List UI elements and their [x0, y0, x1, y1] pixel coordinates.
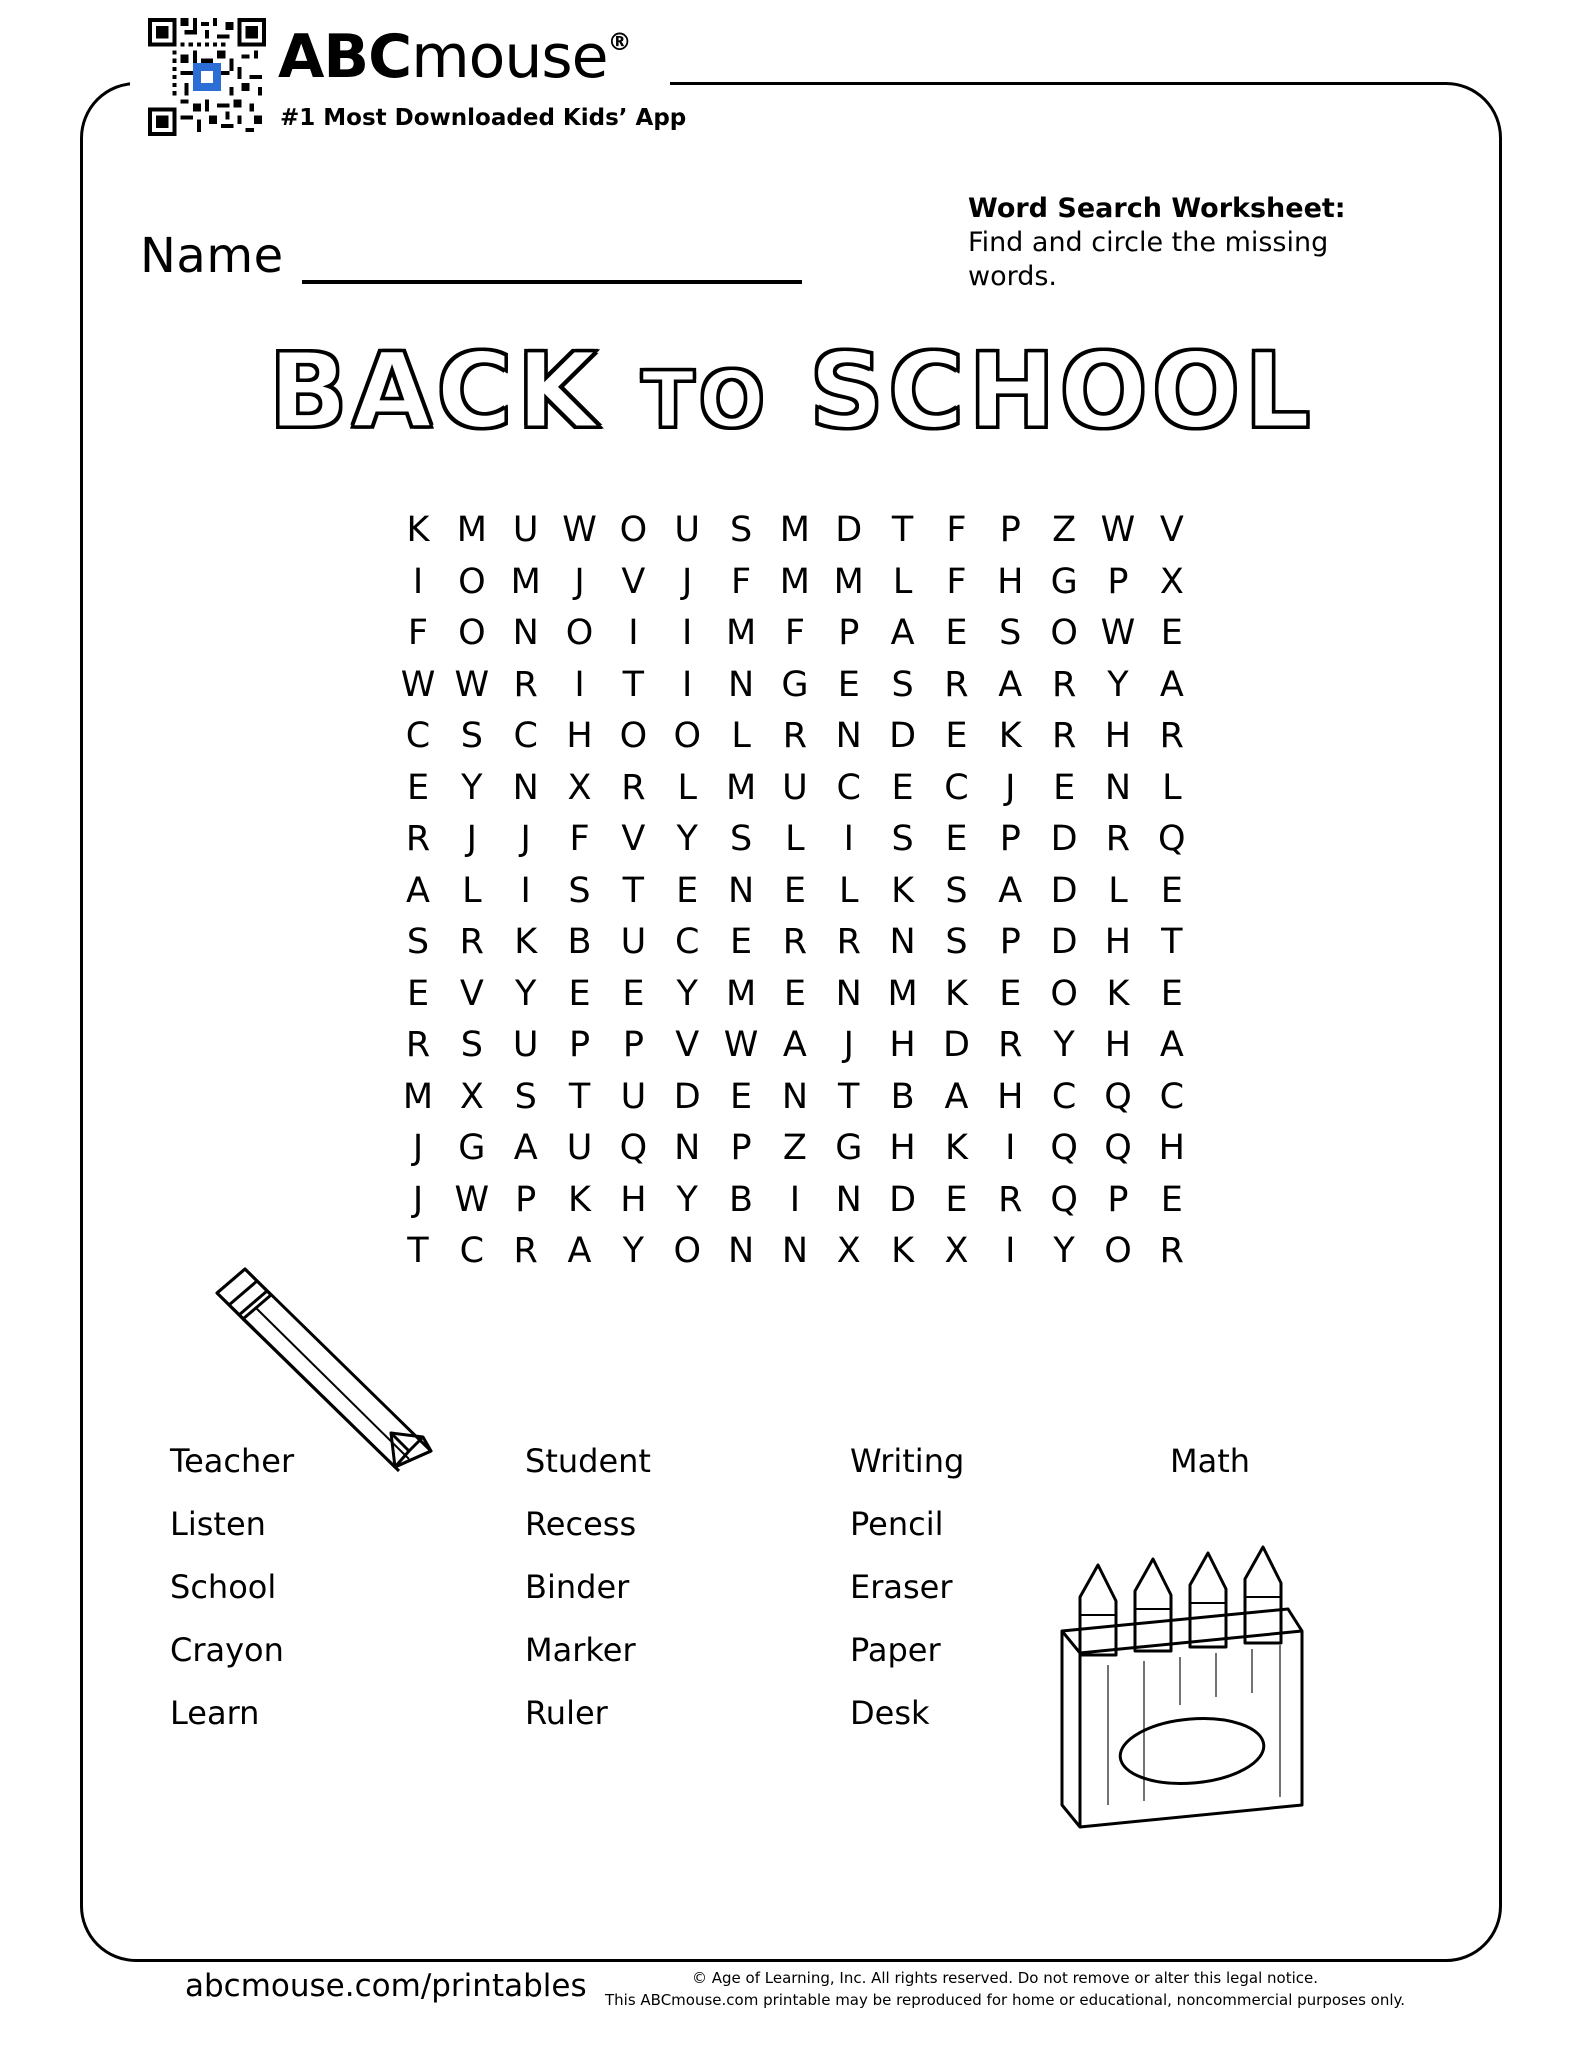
name-label: Name	[140, 228, 284, 284]
name-field[interactable]	[140, 228, 802, 284]
grid-row	[395, 1123, 1195, 1175]
grid-cell: Y	[1053, 1231, 1075, 1272]
grid-cell: O	[458, 613, 486, 654]
grid-cell: Y	[461, 767, 483, 808]
grid-cell: O	[458, 561, 486, 602]
grid-cell: B	[890, 1076, 915, 1117]
grid-cell: E	[1053, 767, 1076, 808]
footer-legal-line-2: This ABCmouse.com printable may be reproduced for home or educational, noncommercial purposes only.	[604, 1990, 1406, 2009]
grid-row	[395, 1175, 1195, 1227]
grid-cell: Q	[619, 1128, 648, 1169]
grid-cell: S	[729, 819, 753, 860]
grid-cell: R	[944, 664, 969, 705]
grid-cell: R	[998, 1179, 1023, 1220]
grid-cell: M	[510, 561, 541, 602]
grid-cell: E	[1160, 870, 1183, 911]
grid-cell: Z	[1052, 510, 1077, 551]
grid-cell: Z	[782, 1128, 807, 1169]
grid-row	[395, 814, 1195, 866]
grid-cell: W	[1100, 613, 1136, 654]
grid-row	[395, 1072, 1195, 1124]
grid-cell: N	[835, 973, 862, 1014]
grid-cell: X	[944, 1231, 969, 1272]
word-list-item[interactable]: Binder	[525, 1568, 630, 1606]
grid-cell: R	[998, 1025, 1023, 1066]
grid-cell: F	[946, 561, 967, 602]
grid-cell: N	[889, 922, 916, 963]
grid-cell: Y	[676, 819, 698, 860]
grid-cell: E	[837, 664, 860, 705]
grid-cell: E	[945, 819, 968, 860]
grid-cell: W	[454, 1179, 490, 1220]
grid-cell: I	[1005, 1128, 1016, 1169]
grid-cell: V	[675, 1025, 700, 1066]
grid-cell: Y	[514, 973, 537, 1014]
footer-legal	[595, 1968, 1415, 2012]
grid-cell: R	[1159, 716, 1184, 757]
grid-row	[395, 557, 1195, 609]
grid-cell: J	[466, 819, 477, 860]
grid-cell: F	[730, 561, 752, 602]
grid-cell: P	[999, 510, 1021, 551]
grid-cell: P	[999, 922, 1021, 963]
grid-cell: Y	[1053, 1025, 1075, 1066]
grid-cell: T	[891, 510, 914, 551]
grid-cell: M	[725, 973, 757, 1014]
word-list-item[interactable]: Recess	[525, 1505, 637, 1543]
grid-cell: A	[1159, 1025, 1184, 1066]
grid-cell: J	[412, 1128, 424, 1169]
grid-cell: U	[512, 1025, 539, 1066]
grid-cell: S	[945, 922, 968, 963]
grid-cell: D	[889, 716, 917, 757]
grid-cell: A	[567, 1231, 592, 1272]
grid-cell: T	[1161, 922, 1183, 963]
logo-tagline: #1 Most Downloaded Kids’ App	[280, 105, 687, 131]
grid-cell: N	[512, 767, 539, 808]
grid-cell: F	[407, 613, 429, 654]
grid-cell: M	[779, 561, 810, 602]
grid-cell: O	[1050, 973, 1078, 1014]
qr-code-icon[interactable]	[148, 18, 266, 136]
grid-cell: W	[1100, 510, 1136, 551]
grid-cell: I	[412, 561, 424, 602]
word-list-column	[525, 1430, 651, 1745]
grid-cell: K	[891, 870, 915, 911]
grid-cell: X	[567, 767, 592, 808]
grid-cell: E	[676, 870, 699, 911]
grid-cell: O	[619, 510, 648, 551]
grid-cell: K	[406, 510, 430, 551]
grid-cell: E	[1160, 973, 1183, 1014]
word-list-column	[1170, 1430, 1250, 1493]
grid-cell: S	[514, 1076, 537, 1117]
word-list-item[interactable]: Eraser	[850, 1568, 953, 1606]
abcmouse-logo	[278, 22, 631, 92]
grid-cell: E	[622, 973, 645, 1014]
grid-cell: O	[673, 1231, 701, 1272]
grid-cell: M	[725, 767, 757, 808]
grid-cell: K	[568, 1179, 591, 1220]
grid-cell: W	[562, 510, 597, 551]
grid-cell: B	[729, 1179, 754, 1220]
grid-cell: S	[891, 819, 914, 860]
grid-cell: P	[730, 1128, 752, 1169]
grid-cell: R	[513, 1231, 538, 1272]
grid-cell: S	[999, 613, 1022, 654]
grid-cell: A	[998, 664, 1023, 705]
grid-cell: O	[673, 716, 701, 757]
grid-cell: K	[998, 716, 1022, 757]
grid-cell: R	[405, 1025, 431, 1066]
grid-cell: Y	[676, 1179, 698, 1220]
grid-cell: H	[620, 1179, 647, 1220]
grid-cell: E	[945, 1179, 968, 1220]
title-part-1: BACK	[268, 330, 642, 452]
grid-cell: A	[1159, 664, 1184, 705]
header	[0, 0, 1583, 150]
grid-cell: H	[997, 561, 1024, 602]
logo-mouse: mouse	[411, 22, 608, 92]
grid-cell: Q	[1158, 819, 1186, 860]
grid-cell: A	[406, 870, 430, 911]
grid-cell: A	[513, 1128, 538, 1169]
word-list-item[interactable]: School	[170, 1568, 277, 1606]
grid-cell: M	[833, 561, 864, 602]
grid-cell: C	[405, 716, 431, 757]
grid-cell: J	[1005, 767, 1016, 808]
grid-cell: U	[620, 922, 647, 963]
grid-cell: N	[512, 613, 539, 654]
grid-cell: F	[784, 613, 805, 654]
grid-cell: L	[785, 819, 805, 860]
grid-cell: E	[406, 767, 430, 808]
grid-cell: D	[1050, 819, 1078, 860]
grid-cell: M	[402, 1076, 434, 1117]
grid-cell: R	[1159, 1231, 1184, 1272]
grid-cell: S	[729, 510, 753, 551]
grid-cell: I	[682, 613, 693, 654]
grid-cell: L	[839, 870, 859, 911]
grid-cell: C	[459, 1231, 485, 1272]
grid-cell: R	[621, 767, 646, 808]
grid-cell: D	[673, 1076, 701, 1117]
grid-cell: G	[458, 1128, 486, 1169]
grid-cell: M	[725, 613, 757, 654]
grid-cell: O	[565, 613, 594, 654]
grid-cell: R	[459, 922, 484, 963]
grid-cell: P	[622, 1025, 644, 1066]
grid-cell: N	[835, 716, 862, 757]
grid-cell: C	[674, 922, 700, 963]
grid-cell: D	[835, 510, 863, 551]
grid-cell: K	[944, 973, 968, 1014]
grid-cell: S	[945, 870, 968, 911]
grid-cell: O	[619, 716, 648, 757]
grid-cell: L	[1108, 870, 1128, 911]
grid-cell: G	[781, 664, 809, 705]
worksheet-title	[0, 330, 1583, 452]
grid-cell: D	[1050, 922, 1078, 963]
word-list-item[interactable]: Pencil	[850, 1505, 944, 1543]
grid-cell: D	[889, 1179, 917, 1220]
word-list-item[interactable]: Student	[525, 1442, 651, 1480]
grid-cell: I	[789, 1179, 801, 1220]
grid-cell: X	[1159, 561, 1184, 602]
word-list-column	[170, 1430, 294, 1745]
word-list-item[interactable]: Paper	[850, 1631, 941, 1669]
grid-cell: R	[1051, 664, 1077, 705]
grid-cell: B	[567, 922, 592, 963]
grid-cell: J	[412, 1179, 424, 1220]
word-list-item[interactable]: Teacher	[170, 1442, 295, 1480]
word-list-item[interactable]: Learn	[170, 1694, 260, 1732]
grid-cell: N	[727, 664, 755, 705]
grid-cell: M	[887, 973, 918, 1014]
grid-cell: S	[460, 716, 483, 757]
grid-cell: L	[677, 767, 697, 808]
title-part-3: SCHOOL	[768, 330, 1315, 452]
grid-cell: I	[1005, 1231, 1016, 1272]
grid-cell: S	[891, 664, 914, 705]
grid-cell: D	[1050, 870, 1078, 911]
grid-cell: S	[568, 870, 591, 911]
grid-cell: Q	[1050, 1179, 1078, 1220]
grid-cell: Y	[676, 973, 698, 1014]
grid-cell: J	[520, 819, 531, 860]
grid-cell: C	[1051, 1076, 1077, 1117]
grid-cell: V	[621, 561, 646, 602]
grid-cell: X	[459, 1076, 484, 1117]
grid-row	[395, 917, 1195, 969]
grid-cell: I	[520, 870, 531, 911]
grid-cell: R	[1105, 819, 1131, 860]
grid-cell: G	[835, 1128, 863, 1169]
grid-cell: S	[406, 922, 430, 963]
grid-cell: N	[835, 1179, 862, 1220]
grid-row	[395, 969, 1195, 1021]
grid-cell: I	[682, 664, 693, 705]
grid-cell: N	[727, 870, 755, 911]
grid-cell: J	[574, 561, 585, 602]
word-list-column	[850, 1430, 964, 1745]
grid-cell: P	[568, 1025, 591, 1066]
grid-cell: I	[843, 819, 854, 860]
grid-cell: J	[682, 561, 693, 602]
instructions	[968, 192, 1418, 293]
word-list-item[interactable]: Math	[1170, 1442, 1251, 1480]
grid-cell: C	[836, 767, 861, 808]
footer-legal-line-1: © Age of Learning, Inc. All rights reserved. Do not remove or alter this legal notice.	[691, 1969, 1318, 1987]
grid-cell: P	[515, 1179, 537, 1220]
grid-cell: K	[514, 922, 538, 963]
grid-row	[395, 505, 1195, 557]
grid-cell: T	[407, 1231, 429, 1272]
grid-row	[395, 866, 1195, 918]
grid-cell: E	[945, 613, 968, 654]
grid-cell: Q	[1104, 1128, 1132, 1169]
grid-cell: P	[838, 613, 860, 654]
grid-cell: P	[999, 819, 1021, 860]
grid-cell: R	[782, 716, 808, 757]
grid-cell: C	[1159, 1076, 1185, 1117]
grid-cell: A	[944, 1076, 969, 1117]
grid-cell: U	[620, 1076, 647, 1117]
grid-cell: L	[892, 561, 913, 602]
grid-cell: L	[462, 870, 482, 911]
grid-cell: E	[945, 716, 968, 757]
grid-cell: E	[783, 973, 806, 1014]
grid-row	[395, 711, 1195, 763]
grid-cell: R	[836, 922, 861, 963]
grid-cell: T	[622, 870, 645, 911]
grid-cell: F	[569, 819, 590, 860]
grid-cell: L	[1162, 767, 1182, 808]
logo-registered: ®	[607, 28, 631, 56]
grid-cell: U	[512, 510, 539, 551]
grid-cell: T	[622, 664, 645, 705]
grid-cell: O	[1104, 1231, 1132, 1272]
grid-cell: A	[890, 613, 915, 654]
word-list-item[interactable]: Desk	[850, 1694, 930, 1732]
grid-cell: Y	[622, 1231, 645, 1272]
grid-cell: U	[674, 510, 701, 551]
grid-cell: E	[783, 870, 806, 911]
grid-cell: T	[568, 1076, 591, 1117]
grid-cell: E	[406, 973, 430, 1014]
grid-cell: T	[838, 1076, 860, 1117]
grid-cell: I	[628, 613, 639, 654]
grid-cell: G	[1050, 561, 1078, 602]
word-list-item[interactable]: Writing	[850, 1442, 965, 1480]
grid-cell: E	[1160, 613, 1183, 654]
grid-cell: R	[782, 922, 808, 963]
grid-cell: Q	[1104, 1076, 1132, 1117]
grid-cell: F	[946, 510, 967, 551]
grid-cell: H	[1104, 922, 1132, 963]
word-list-item[interactable]: Ruler	[525, 1694, 608, 1732]
grid-cell: V	[621, 819, 646, 860]
grid-cell: E	[568, 973, 591, 1014]
grid-cell: K	[1106, 973, 1130, 1014]
instructions-title: Word Search Worksheet:	[968, 193, 1346, 224]
worksheet-title-text	[269, 330, 1315, 452]
grid-cell: Q	[1050, 1128, 1078, 1169]
word-list-item[interactable]: Crayon	[170, 1631, 284, 1669]
grid-cell: N	[727, 1231, 755, 1272]
title-part-2: TO	[641, 356, 769, 446]
grid-cell: J	[843, 1025, 854, 1066]
grid-cell: E	[1160, 1179, 1183, 1220]
grid-cell: R	[513, 664, 538, 705]
grid-cell: D	[942, 1025, 970, 1066]
grid-cell: X	[836, 1231, 861, 1272]
grid-cell: H	[889, 1128, 916, 1169]
grid-cell: E	[730, 922, 753, 963]
grid-cell: O	[1050, 613, 1078, 654]
grid-row	[395, 1020, 1195, 1072]
grid-cell: C	[513, 716, 538, 757]
grid-cell: H	[566, 716, 593, 757]
grid-cell: M	[779, 510, 810, 551]
grid-cell: H	[997, 1076, 1024, 1117]
grid-cell: N	[781, 1231, 808, 1272]
footer-url[interactable]: abcmouse.com/printables	[185, 1968, 587, 2004]
crayon-box-illustration	[1040, 1505, 1360, 1855]
grid-cell: W	[400, 664, 436, 705]
grid-row	[395, 660, 1195, 712]
grid-cell: W	[723, 1025, 759, 1066]
grid-cell: A	[998, 870, 1023, 911]
grid-cell: I	[574, 664, 585, 705]
grid-cell: E	[999, 973, 1022, 1014]
grid-cell: M	[456, 510, 487, 551]
name-input-line[interactable]	[302, 234, 802, 284]
grid-cell: N	[781, 1076, 808, 1117]
grid-cell: L	[731, 716, 751, 757]
grid-cell: E	[730, 1076, 753, 1117]
grid-cell: H	[1158, 1128, 1185, 1169]
grid-cell: R	[1051, 716, 1077, 757]
grid-row	[395, 1226, 1195, 1278]
word-list-item[interactable]: Listen	[170, 1505, 266, 1543]
grid-cell: Y	[1107, 664, 1129, 705]
instructions-body: Find and circle the missing words.	[968, 226, 1329, 292]
grid-cell: C	[944, 767, 969, 808]
grid-cell: N	[1104, 767, 1132, 808]
word-list-item[interactable]: Marker	[525, 1631, 636, 1669]
word-search-grid	[395, 505, 1195, 1278]
grid-cell: P	[1107, 561, 1129, 602]
grid-row	[395, 763, 1195, 815]
grid-cell: P	[1107, 1179, 1129, 1220]
grid-cell: S	[460, 1025, 483, 1066]
grid-cell: V	[1159, 510, 1184, 551]
grid-cell: H	[889, 1025, 916, 1066]
grid-cell: K	[891, 1231, 915, 1272]
grid-cell: V	[459, 973, 484, 1014]
grid-cell: U	[782, 767, 808, 808]
grid-cell: H	[1104, 716, 1132, 757]
grid-cell: K	[944, 1128, 968, 1169]
grid-cell: E	[891, 767, 914, 808]
grid-cell: U	[566, 1128, 593, 1169]
grid-cell: W	[454, 664, 490, 705]
grid-cell: R	[405, 819, 431, 860]
grid-cell: H	[1104, 1025, 1132, 1066]
grid-cell: A	[782, 1025, 807, 1066]
grid-cell: N	[674, 1128, 701, 1169]
grid-row	[395, 608, 1195, 660]
logo-abc: ABC	[278, 22, 412, 92]
